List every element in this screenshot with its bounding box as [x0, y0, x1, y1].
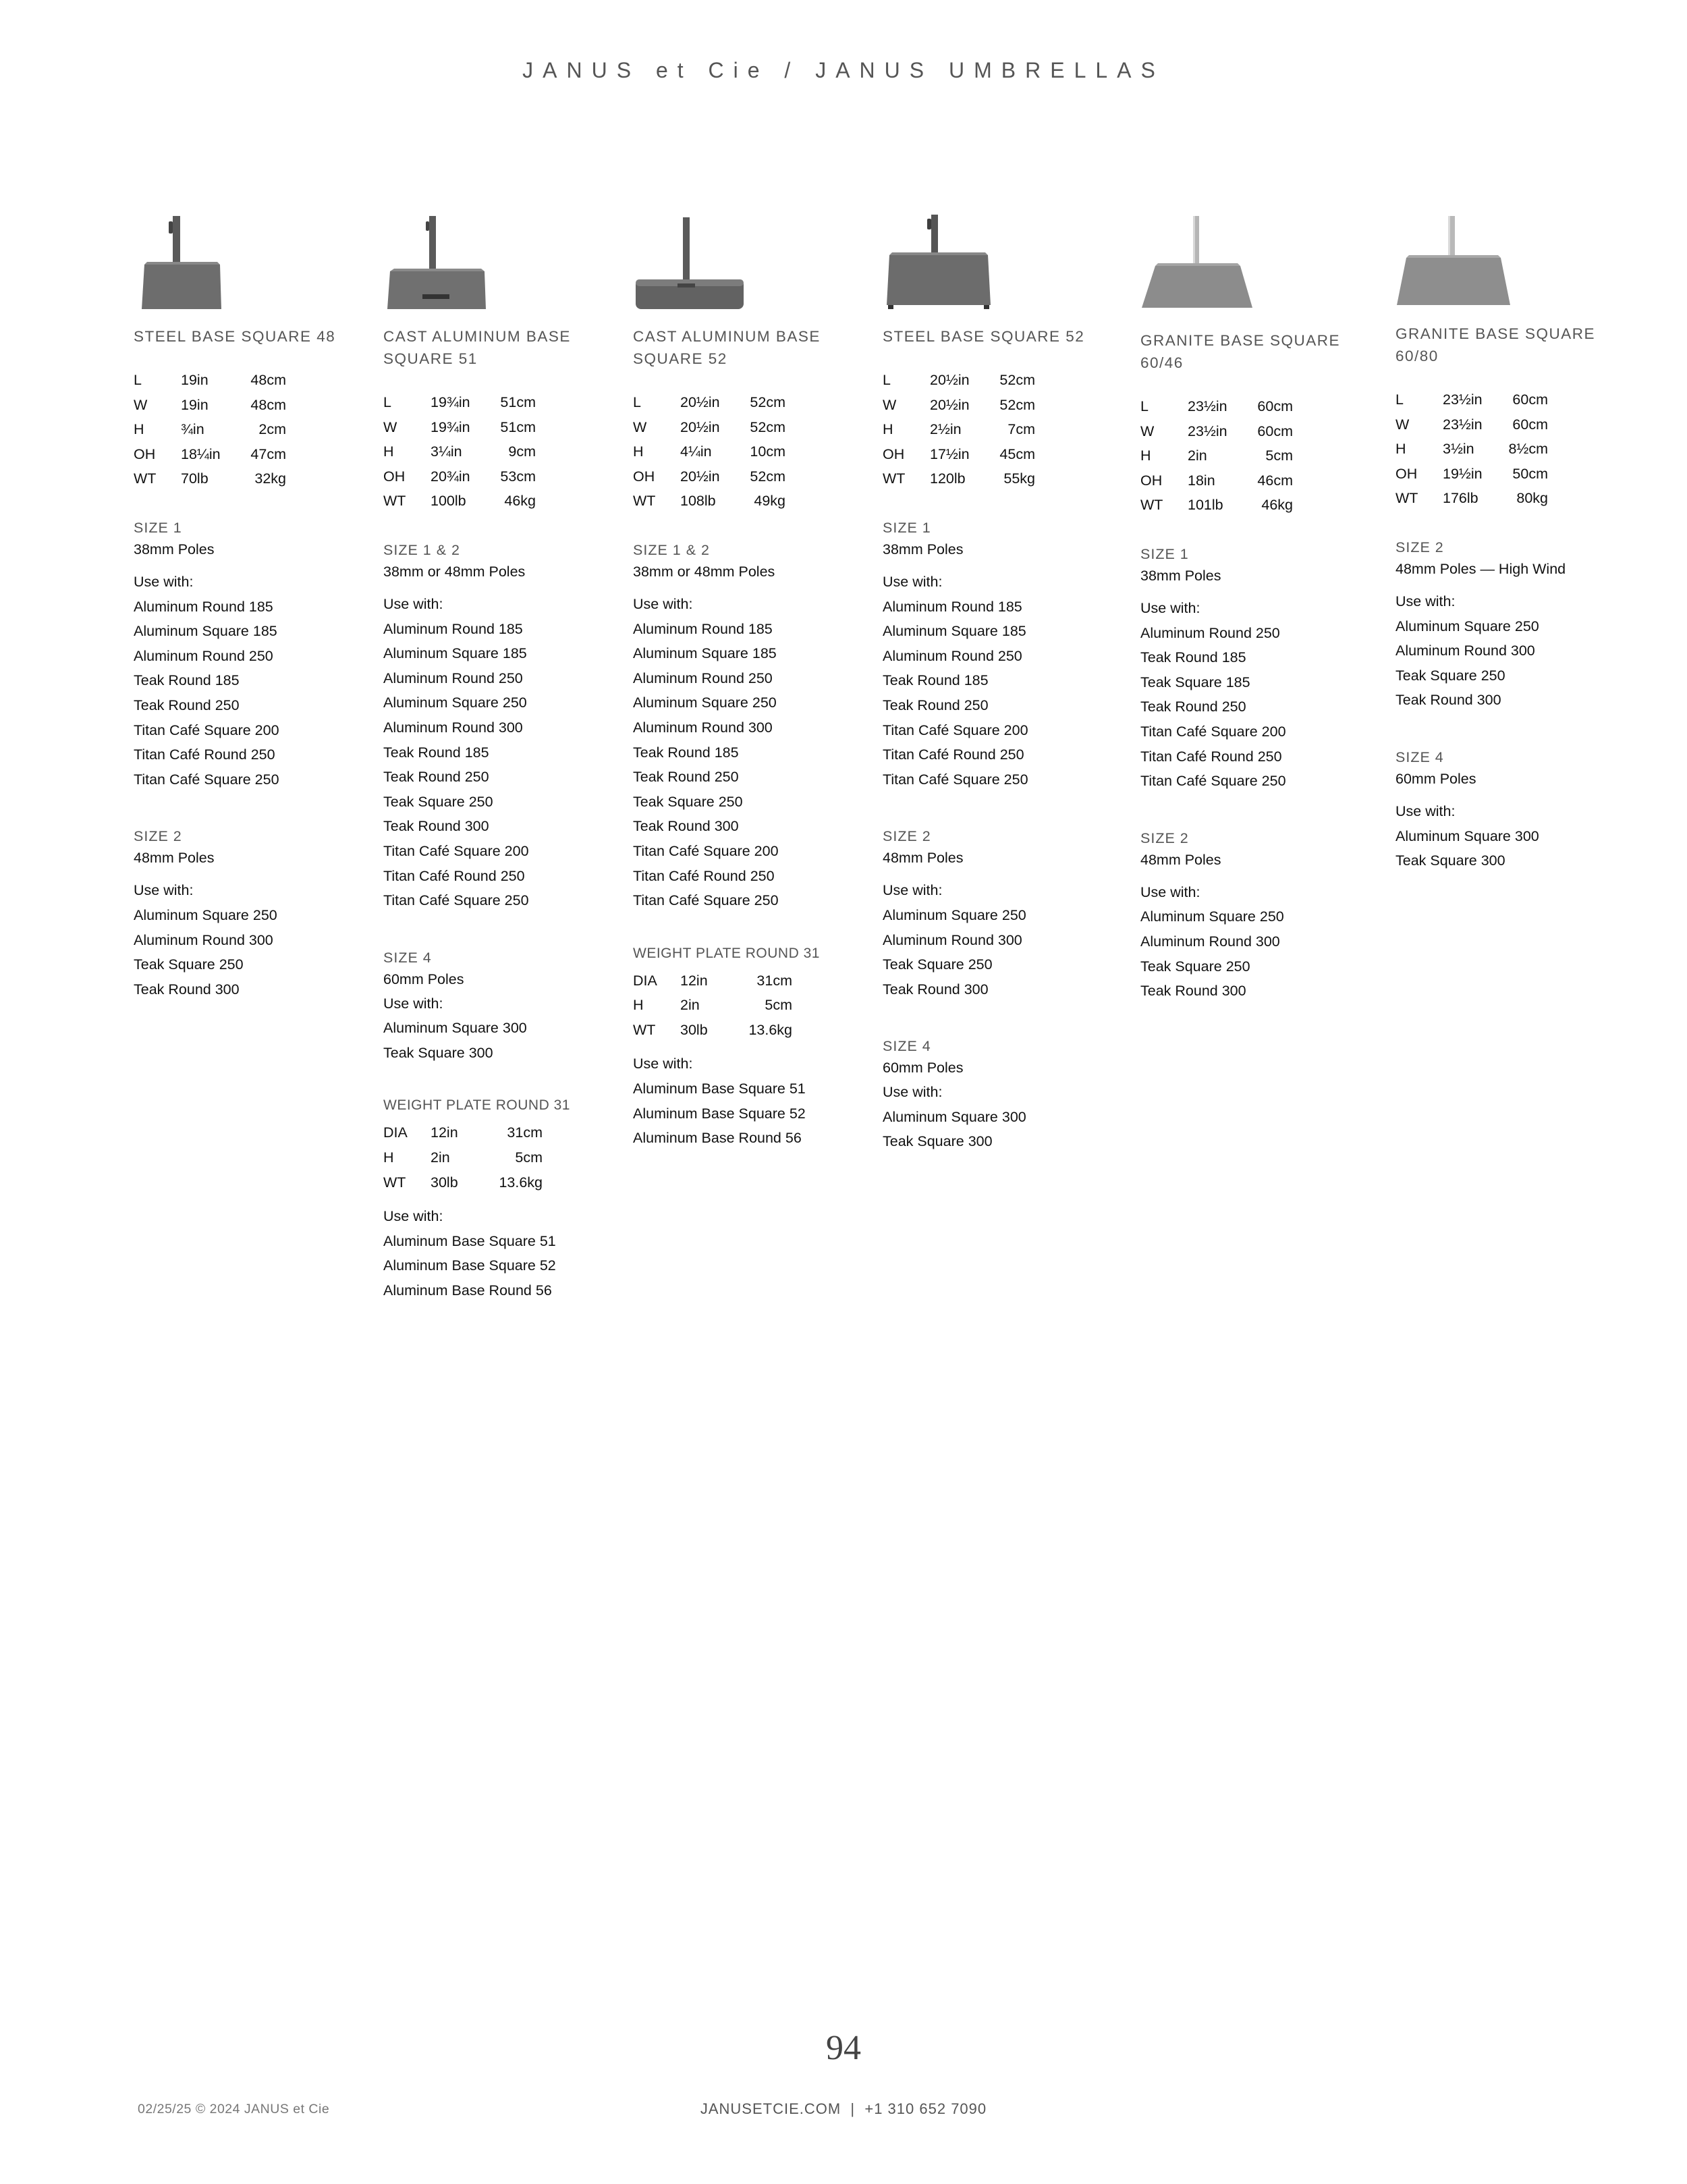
weight-plate-title: WEIGHT PLATE ROUND 31 — [383, 1097, 570, 1114]
list-item: Teak Square 250 — [633, 793, 743, 810]
compatible-list — [883, 595, 1112, 792]
compatible-list — [1395, 824, 1625, 873]
dim-metric: 52cm — [750, 418, 785, 435]
product-title: CAST ALUMINUM BASE SQUARE 51 — [383, 328, 571, 367]
dim-imperial: 2in — [680, 997, 700, 1014]
dim-key: L — [134, 372, 142, 388]
size-poles: 38mm Poles — [883, 541, 964, 557]
dim-imperial: 108lb — [680, 493, 716, 510]
list-item: Titan Café Square 200 — [134, 721, 279, 738]
dim-imperial: 19¾in — [431, 394, 470, 410]
list-item: Teak Square 250 — [383, 793, 493, 810]
dim-metric: 52cm — [999, 396, 1035, 413]
list-item: Aluminum Round 300 — [1395, 643, 1535, 659]
compatible-list — [134, 595, 363, 792]
use-with-label: Use with: — [633, 1056, 693, 1072]
dim-key: OH — [134, 445, 156, 462]
dim-metric: 8½cm — [1508, 441, 1548, 458]
footer-contact: JANUSETCIE.COM | +1 310 652 7090 — [700, 2100, 987, 2117]
dim-metric: 9cm — [508, 443, 536, 460]
dim-key: WT — [633, 1021, 656, 1038]
dim-imperial: 19¾in — [431, 418, 470, 435]
size-label: SIZE 2 — [134, 828, 182, 845]
use-with-label: Use with: — [1140, 883, 1200, 900]
compatible-list — [883, 1105, 1112, 1154]
list-item: Titan Café Round 250 — [1140, 748, 1282, 765]
dim-imperial: 2in — [1188, 447, 1207, 464]
dim-metric: 50cm — [1512, 465, 1548, 482]
list-item: Titan Café Square 250 — [883, 771, 1028, 788]
compatible-list — [1140, 621, 1370, 794]
dim-metric: 55kg — [1003, 470, 1035, 487]
dimensions-table — [383, 390, 613, 514]
product-image — [383, 202, 613, 310]
dim-metric: 60cm — [1257, 398, 1293, 414]
dim-metric: 45cm — [999, 445, 1035, 462]
use-with-label: Use with: — [134, 882, 194, 899]
product-title: STEEL BASE SQUARE 48 — [134, 328, 336, 345]
dim-imperial: 3½in — [1443, 441, 1474, 458]
dim-key: H — [633, 443, 644, 460]
dimensions-table — [1395, 387, 1625, 511]
dim-imperial: 20½in — [680, 394, 720, 410]
dim-metric: 31cm — [507, 1124, 543, 1141]
dim-key: WT — [1140, 497, 1163, 514]
dim-key: OH — [633, 468, 655, 485]
size-poles: 38mm Poles — [1140, 567, 1221, 584]
use-with-label: Use with: — [883, 882, 943, 899]
list-item: Aluminum Square 250 — [1140, 908, 1284, 925]
dim-imperial: 20½in — [930, 396, 970, 413]
dim-imperial: 100lb — [431, 493, 466, 510]
dim-key: OH — [1395, 465, 1418, 482]
dim-imperial: 2½in — [930, 421, 962, 438]
list-item: Aluminum Round 300 — [633, 719, 773, 736]
size-poles: 48mm Poles — [134, 850, 215, 867]
size-poles: 60mm Poles — [383, 971, 464, 987]
product-column — [1140, 202, 1370, 1004]
product-title: GRANITE BASE SQUARE 60/80 — [1395, 325, 1596, 364]
list-item: Aluminum Round 300 — [134, 931, 273, 948]
dim-metric: 48cm — [250, 396, 286, 413]
dim-key: W — [1395, 416, 1410, 433]
size-poles: 60mm Poles — [883, 1060, 964, 1076]
product-column — [134, 202, 363, 1002]
use-with-label: Use with: — [383, 595, 443, 612]
list-item: Titan Café Square 200 — [633, 842, 779, 859]
dim-metric: 5cm — [515, 1149, 543, 1166]
compatible-list — [633, 617, 862, 913]
compatible-list — [383, 1229, 613, 1303]
use-with-label: Use with: — [383, 1208, 443, 1225]
dimensions-table — [633, 390, 862, 514]
dim-key: WT — [134, 470, 157, 487]
dim-key: H — [633, 997, 644, 1014]
dim-key: WT — [883, 470, 906, 487]
dim-metric: 52cm — [999, 372, 1035, 388]
list-item: Aluminum Square 250 — [134, 906, 277, 923]
dim-imperial: 30lb — [680, 1021, 708, 1038]
dim-key: H — [134, 421, 144, 438]
use-with-label: Use with: — [1395, 593, 1456, 609]
dim-key: WT — [633, 493, 656, 510]
dim-key: H — [1140, 447, 1151, 464]
size-label: SIZE 1 — [134, 519, 182, 536]
dim-imperial: 3¼in — [431, 443, 462, 460]
compatible-list — [1140, 904, 1370, 1003]
list-item: Titan Café Square 250 — [1140, 773, 1286, 790]
size-label: SIZE 1 & 2 — [633, 541, 710, 558]
use-with-label: Use with: — [134, 573, 194, 590]
use-with-label: Use with: — [1140, 599, 1200, 616]
dim-metric: 48cm — [250, 372, 286, 388]
use-with-label: Use with: — [633, 595, 693, 612]
dim-key: W — [1140, 422, 1155, 439]
size-label: SIZE 4 — [883, 1038, 931, 1055]
list-item: Aluminum Base Square 51 — [383, 1232, 556, 1249]
list-item: Teak Round 250 — [134, 697, 240, 713]
dimensions-table — [1140, 394, 1370, 518]
product-title: STEEL BASE SQUARE 52 — [883, 328, 1085, 345]
dim-imperial: 23½in — [1188, 422, 1227, 439]
use-with-label: Use with: — [383, 995, 443, 1012]
size-label: SIZE 2 — [1140, 829, 1189, 846]
use-with-label: Use with: — [1395, 802, 1456, 819]
footer-copyright: 02/25/25 © 2024 JANUS et Cie — [138, 2102, 330, 2117]
list-item: Teak Square 250 — [883, 956, 993, 973]
page-number: 94 — [826, 2029, 861, 2067]
dim-imperial: 12in — [431, 1124, 458, 1141]
compatible-list — [383, 1016, 613, 1065]
dim-imperial: 18¼in — [181, 445, 221, 462]
dim-metric: 60cm — [1512, 391, 1548, 408]
list-item: Titan Café Round 250 — [134, 746, 275, 763]
dim-imperial: ¾in — [181, 421, 204, 438]
weight-plate-dimensions — [383, 1120, 613, 1195]
dim-key: L — [1140, 398, 1149, 414]
dim-key: W — [883, 396, 897, 413]
dim-imperial: 23½in — [1188, 398, 1227, 414]
dim-metric: 46kg — [504, 493, 536, 510]
dim-metric: 31cm — [756, 972, 792, 989]
dim-metric: 52cm — [750, 394, 785, 410]
dim-metric: 2cm — [258, 421, 286, 438]
product-title: GRANITE BASE SQUARE 60/46 — [1140, 332, 1341, 371]
dim-key: H — [1395, 441, 1406, 458]
list-item: Aluminum Square 185 — [383, 645, 527, 662]
dim-metric: 47cm — [250, 445, 286, 462]
list-item: Aluminum Square 300 — [1395, 827, 1539, 844]
list-item: Teak Square 250 — [134, 956, 244, 973]
compatible-list — [633, 1076, 862, 1151]
list-item: Titan Café Round 250 — [883, 746, 1024, 763]
size-label: SIZE 1 — [1140, 545, 1189, 562]
dim-key: DIA — [633, 972, 657, 989]
list-item: Teak Square 300 — [1395, 852, 1505, 869]
list-item: Aluminum Round 250 — [134, 647, 273, 664]
size-poles: 38mm or 48mm Poles — [383, 563, 526, 580]
dim-metric: 13.6kg — [748, 1021, 792, 1038]
dim-key: W — [633, 418, 647, 435]
dim-metric: 5cm — [1265, 447, 1293, 464]
list-item: Aluminum Round 250 — [383, 670, 523, 686]
size-poles: 38mm or 48mm Poles — [633, 563, 775, 580]
list-item: Titan Café Square 250 — [633, 892, 779, 909]
page-header: JANUS et Cie / JANUS UMBRELLAS — [522, 58, 1165, 82]
dim-imperial: 176lb — [1443, 490, 1478, 507]
dim-imperial: 2in — [431, 1149, 450, 1166]
size-poles: 48mm Poles — High Wind — [1395, 560, 1566, 577]
dim-metric: 5cm — [765, 997, 792, 1014]
dim-imperial: 23½in — [1443, 416, 1483, 433]
list-item: Aluminum Square 300 — [383, 1020, 527, 1037]
list-item: Aluminum Round 185 — [633, 620, 773, 637]
dim-metric: 52cm — [750, 468, 785, 485]
dim-imperial: 20½in — [680, 418, 720, 435]
list-item: Aluminum Square 300 — [883, 1108, 1026, 1125]
product-column — [883, 202, 1112, 1154]
dim-imperial: 19½in — [1443, 465, 1483, 482]
size-label: SIZE 2 — [883, 828, 931, 845]
list-item: Aluminum Square 250 — [883, 906, 1026, 923]
product-column — [633, 202, 862, 1151]
dim-metric: 7cm — [1007, 421, 1035, 438]
product-image — [883, 202, 1112, 310]
list-item: Teak Round 250 — [883, 697, 989, 713]
compatible-list — [1395, 614, 1625, 713]
dim-imperial: 30lb — [431, 1174, 458, 1191]
dim-metric: 10cm — [750, 443, 785, 460]
dim-imperial: 4¼in — [680, 443, 712, 460]
list-item: Aluminum Square 185 — [883, 623, 1026, 640]
size-poles: 48mm Poles — [1140, 851, 1221, 868]
list-item: Teak Round 300 — [1395, 692, 1501, 709]
dim-metric: 51cm — [500, 394, 536, 410]
list-item: Titan Café Square 200 — [383, 842, 529, 859]
list-item: Teak Round 300 — [633, 818, 739, 835]
dim-key: W — [134, 396, 148, 413]
list-item: Teak Round 300 — [1140, 983, 1246, 1000]
list-item: Aluminum Base Square 51 — [633, 1081, 806, 1097]
product-image — [134, 202, 363, 310]
list-item: Teak Round 250 — [633, 769, 739, 786]
dimensions-table — [134, 368, 363, 491]
list-item: Aluminum Round 250 — [883, 647, 1022, 664]
list-item: Titan Café Square 250 — [383, 892, 529, 909]
dim-key: DIA — [383, 1124, 408, 1141]
dim-imperial: 120lb — [930, 470, 966, 487]
list-item: Titan Café Round 250 — [383, 867, 525, 884]
use-with-label: Use with: — [883, 1084, 943, 1101]
list-item: Titan Café Round 250 — [633, 867, 775, 884]
size-label: SIZE 2 — [1395, 539, 1444, 555]
list-item: Aluminum Base Square 52 — [633, 1105, 806, 1122]
dim-key: WT — [383, 493, 406, 510]
dim-key: OH — [1140, 472, 1163, 489]
size-poles: 48mm Poles — [883, 850, 964, 867]
list-item: Aluminum Square 250 — [1395, 618, 1539, 634]
dim-key: OH — [383, 468, 406, 485]
list-item: Aluminum Square 250 — [633, 694, 777, 711]
dim-imperial: 20½in — [930, 372, 970, 388]
dim-imperial: 19in — [181, 396, 209, 413]
dim-metric: 32kg — [254, 470, 286, 487]
dim-imperial: 20¾in — [431, 468, 470, 485]
dim-key: H — [383, 443, 394, 460]
product-image — [633, 202, 862, 310]
dim-key: W — [383, 418, 397, 435]
dim-key: H — [383, 1149, 394, 1166]
list-item: Teak Square 300 — [383, 1044, 493, 1061]
list-item: Aluminum Round 250 — [633, 670, 773, 686]
list-item: Aluminum Square 185 — [134, 623, 277, 640]
dim-metric: 60cm — [1257, 422, 1293, 439]
list-item: Aluminum Round 300 — [383, 719, 523, 736]
list-item: Aluminum Round 185 — [134, 598, 273, 615]
dim-metric: 46kg — [1261, 497, 1293, 514]
list-item: Aluminum Square 250 — [383, 694, 527, 711]
dim-metric: 80kg — [1516, 490, 1548, 507]
dim-metric: 13.6kg — [499, 1174, 543, 1191]
dim-key: H — [883, 421, 893, 438]
dim-imperial: 19in — [181, 372, 209, 388]
weight-plate-dimensions — [633, 968, 862, 1043]
dim-imperial: 70lb — [181, 470, 209, 487]
use-with-label: Use with: — [883, 573, 943, 590]
product-column — [1395, 202, 1625, 873]
dim-imperial: 101lb — [1188, 497, 1223, 514]
dim-imperial: 23½in — [1443, 391, 1483, 408]
list-item: Teak Round 250 — [1140, 699, 1246, 715]
compatible-list — [883, 903, 1112, 1002]
list-item: Aluminum Round 250 — [1140, 624, 1280, 641]
dim-metric: 46cm — [1257, 472, 1293, 489]
list-item: Titan Café Square 200 — [1140, 723, 1286, 740]
list-item: Titan Café Square 200 — [883, 721, 1028, 738]
size-label: SIZE 1 & 2 — [383, 541, 460, 558]
product-image — [1140, 202, 1370, 310]
size-poles: 60mm Poles — [1395, 770, 1476, 787]
list-item: Teak Round 185 — [134, 672, 240, 689]
list-item: Teak Round 185 — [883, 672, 989, 689]
list-item: Aluminum Base Square 52 — [383, 1257, 556, 1274]
list-item: Aluminum Round 300 — [1140, 933, 1280, 950]
compatible-list — [383, 617, 613, 913]
list-item: Aluminum Round 300 — [883, 931, 1022, 948]
list-item: Teak Round 300 — [134, 981, 240, 998]
list-item: Teak Square 300 — [883, 1133, 993, 1150]
dim-imperial: 18in — [1188, 472, 1215, 489]
dimensions-table — [883, 368, 1112, 491]
list-item: Teak Round 185 — [633, 744, 739, 761]
product-image — [1395, 202, 1625, 310]
weight-plate-title: WEIGHT PLATE ROUND 31 — [633, 945, 820, 961]
list-item: Teak Square 250 — [1140, 958, 1250, 975]
dim-key: L — [383, 394, 391, 410]
list-item: Aluminum Base Round 56 — [383, 1282, 552, 1299]
size-label: SIZE 4 — [383, 949, 432, 966]
list-item: Teak Round 300 — [883, 981, 989, 998]
dim-key: L — [883, 372, 891, 388]
product-column — [383, 202, 613, 1303]
dim-key: WT — [1395, 490, 1418, 507]
dim-imperial: 20½in — [680, 468, 720, 485]
size-label: SIZE 1 — [883, 519, 931, 536]
list-item: Teak Square 250 — [1395, 667, 1505, 684]
list-item: Teak Round 185 — [383, 744, 489, 761]
list-item: Teak Round 185 — [1140, 649, 1246, 666]
list-item: Teak Square 185 — [1140, 674, 1250, 690]
size-poles: 38mm Poles — [134, 541, 215, 557]
dim-metric: 53cm — [500, 468, 536, 485]
size-label: SIZE 4 — [1395, 748, 1444, 765]
dim-key: L — [633, 394, 641, 410]
list-item: Titan Café Square 250 — [134, 771, 279, 788]
list-item: Teak Round 300 — [383, 818, 489, 835]
list-item: Aluminum Base Round 56 — [633, 1130, 802, 1147]
dim-imperial: 12in — [680, 972, 708, 989]
dim-key: L — [1395, 391, 1404, 408]
list-item: Aluminum Round 185 — [883, 598, 1022, 615]
dim-metric: 49kg — [754, 493, 785, 510]
dim-key: OH — [883, 445, 905, 462]
list-item: Teak Round 250 — [383, 769, 489, 786]
product-title: CAST ALUMINUM BASE SQUARE 52 — [633, 328, 821, 367]
dim-metric: 60cm — [1512, 416, 1548, 433]
list-item: Aluminum Round 185 — [383, 620, 523, 637]
dim-key: WT — [383, 1174, 406, 1191]
dim-imperial: 17½in — [930, 445, 970, 462]
dim-metric: 51cm — [500, 418, 536, 435]
list-item: Aluminum Square 185 — [633, 645, 777, 662]
compatible-list — [134, 903, 363, 1002]
